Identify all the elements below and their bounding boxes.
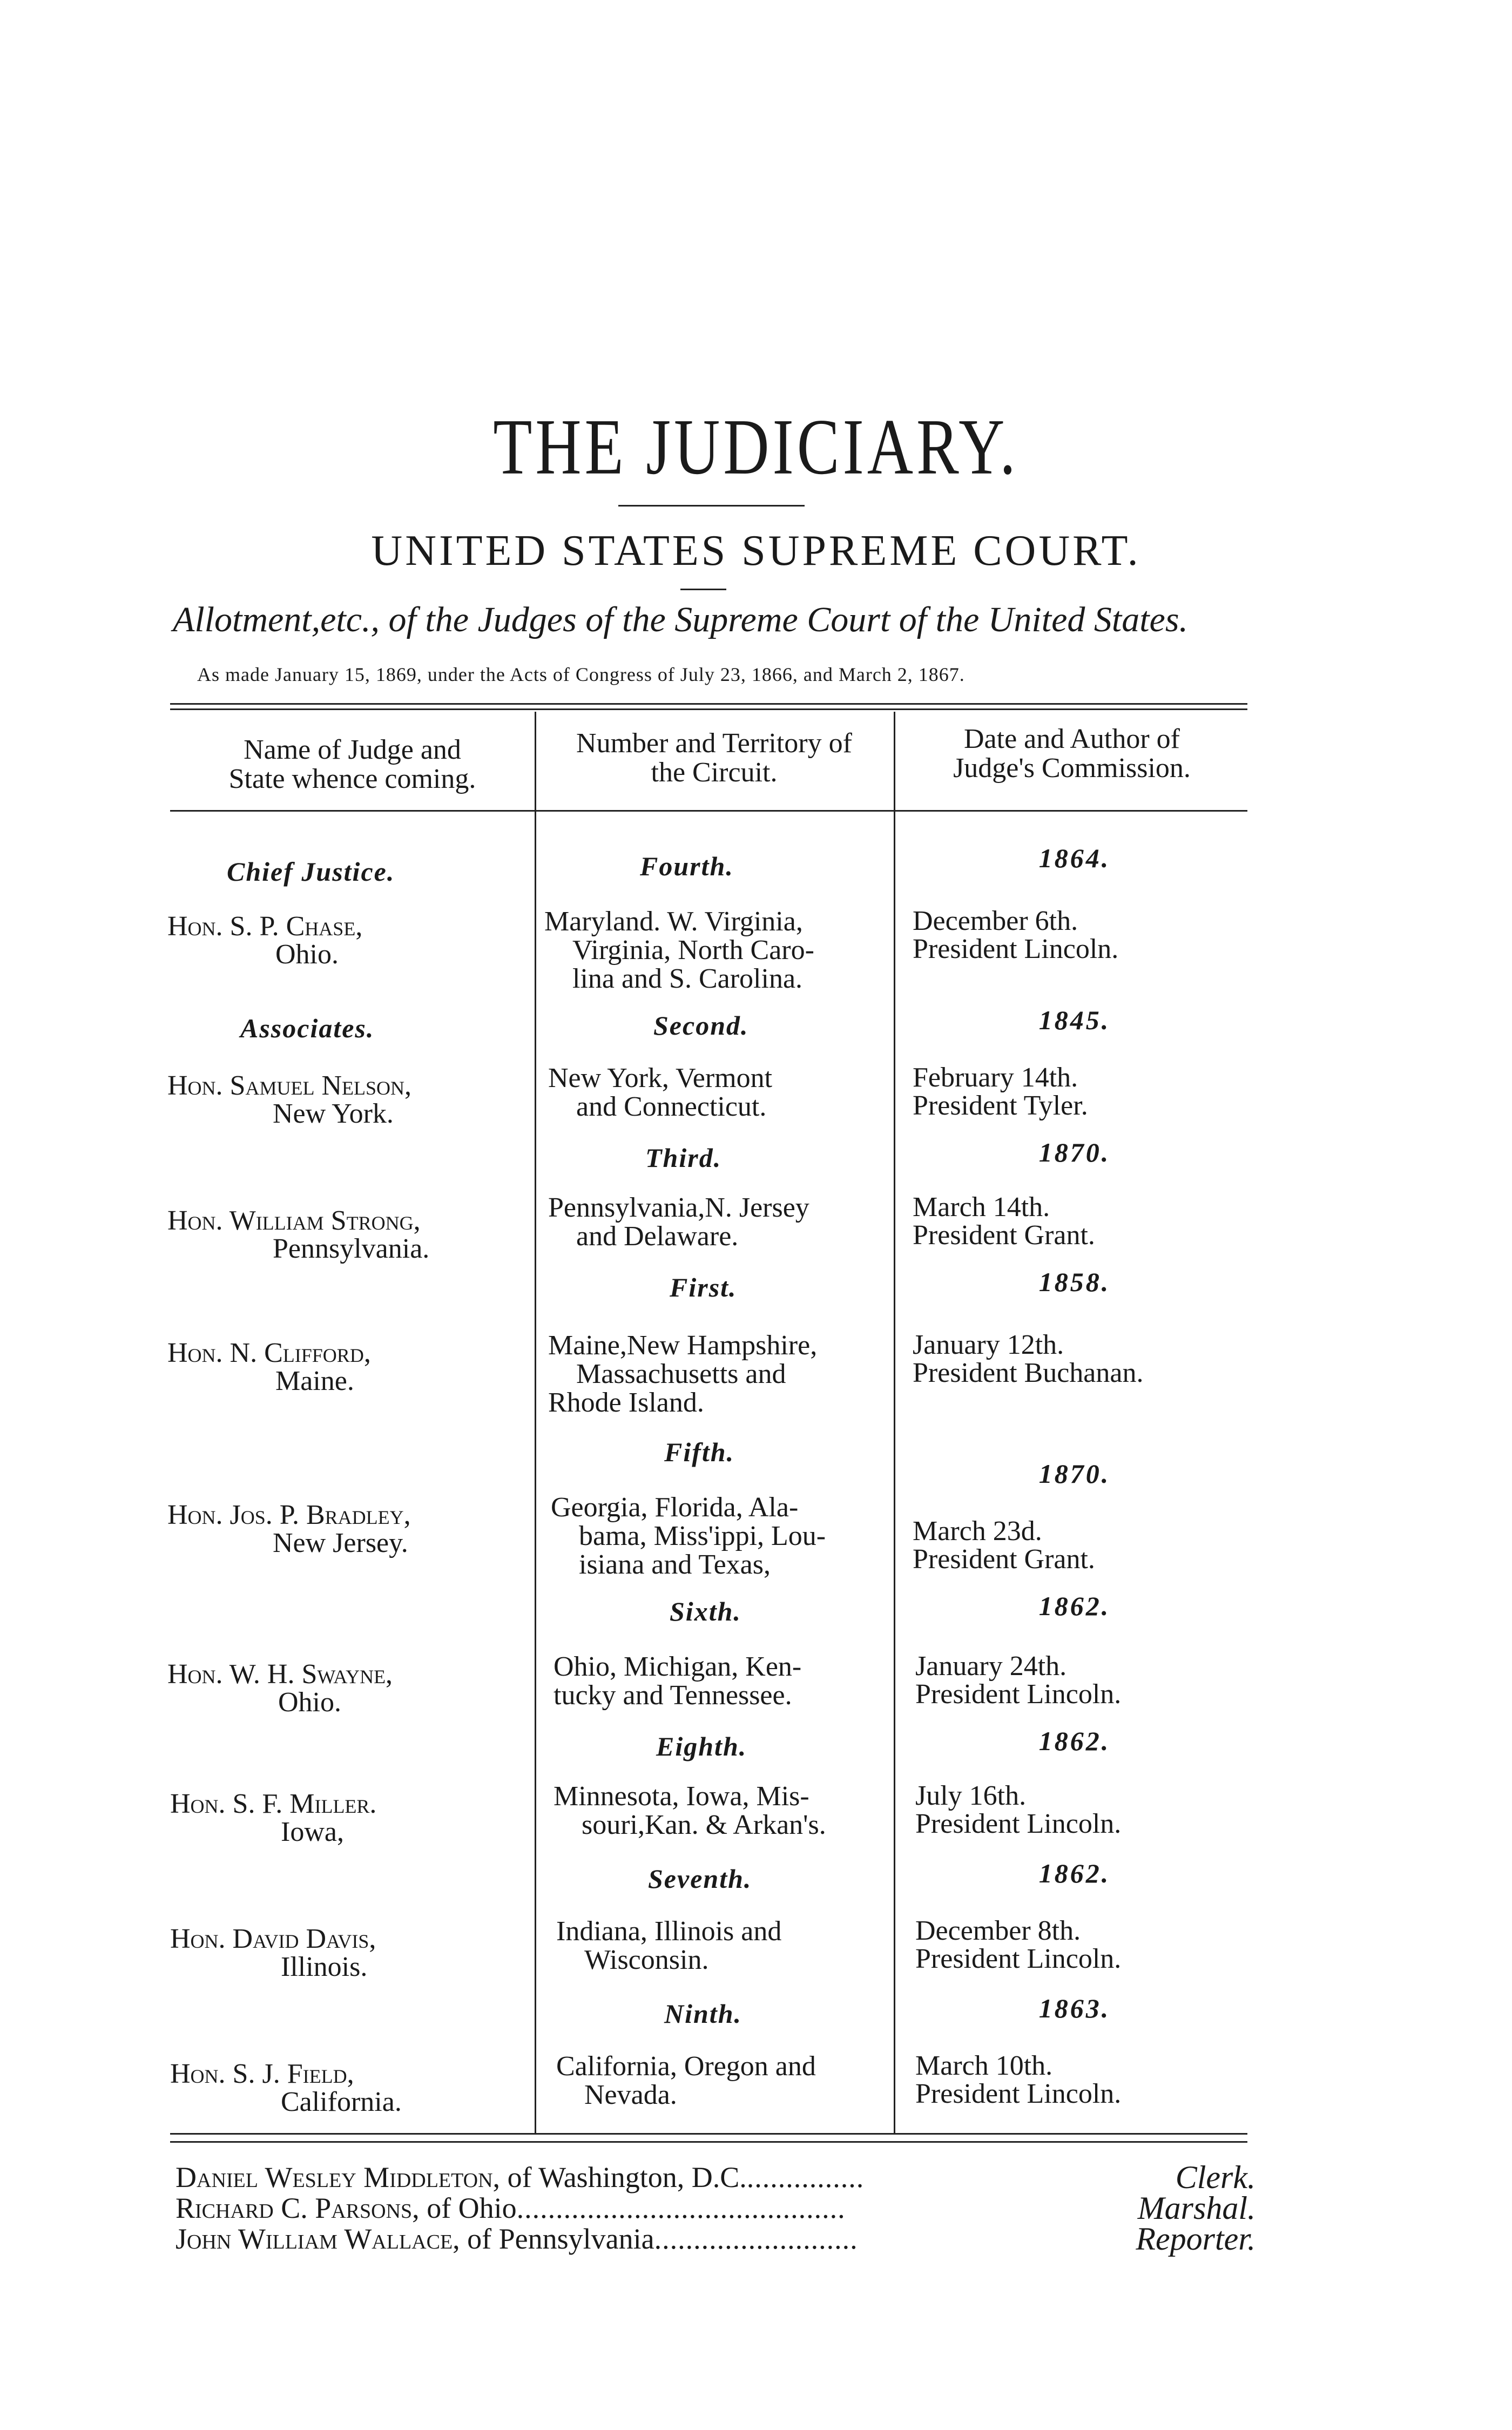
circuit-territory: California, Oregon and Nevada.	[556, 2051, 816, 2110]
circuit-territory: New York, Vermont and Connecticut.	[548, 1063, 773, 1122]
circuit-number: Fifth.	[664, 1437, 735, 1467]
circuit-number: Ninth.	[664, 1999, 742, 2029]
commission-year: 1845.	[1038, 1005, 1111, 1035]
judge-name: Hon. David Davis, Illinois.	[170, 1923, 376, 1982]
circuit-number: First.	[670, 1272, 737, 1302]
judge-name: Hon. S. F. Miller. Iowa,	[170, 1788, 377, 1847]
header-name-judge: Name of Judge and State whence coming.	[228, 734, 476, 794]
column-divider-1	[535, 712, 536, 2135]
commission-year: 1864.	[1038, 843, 1111, 873]
court-subtitle: UNITED STATES SUPREME COURT.	[371, 527, 1141, 575]
title-rule	[618, 505, 805, 507]
circuit-number: Sixth.	[670, 1596, 741, 1626]
circuit-territory: Maine,New Hampshire, Massachusetts and Rhode Island.	[548, 1330, 818, 1418]
commission-detail: July 16th. President Lincoln.	[915, 1780, 1122, 1839]
judge-name: Hon. S. P. Chase, Ohio.	[167, 911, 363, 970]
commission-detail: March 23d. President Grant.	[913, 1516, 1095, 1575]
table-bottom-rule	[170, 2133, 1247, 2135]
judge-name: Hon. S. J. Field, California.	[170, 2058, 402, 2117]
page-title: THE JUDICIARY.	[493, 402, 1019, 491]
judge-name: Hon. N. Clifford, Maine.	[167, 1338, 371, 1396]
table-top-rule-2	[170, 708, 1247, 710]
commission-detail: March 10th. President Lincoln.	[915, 2050, 1122, 2109]
table-top-rule	[170, 703, 1247, 705]
commission-year: 1862.	[1038, 1591, 1111, 1621]
commission-year: 1870.	[1038, 1137, 1111, 1167]
commission-detail: January 12th. President Buchanan.	[913, 1329, 1144, 1388]
commission-detail: March 14th. President Grant.	[913, 1192, 1095, 1251]
circuit-territory: Minnesota, Iowa, Mis- souri,Kan. & Arkan's.	[554, 1781, 826, 1840]
chief-justice-label: Chief Justice.	[227, 856, 395, 887]
circuit-number: Fourth.	[640, 851, 734, 881]
commission-detail: January 24th. President Lincoln.	[915, 1651, 1122, 1710]
commission-year: 1858.	[1038, 1267, 1111, 1297]
commission-detail: December 8th. President Lincoln.	[915, 1915, 1122, 1974]
judge-name: Hon. William Strong, Pennsylvania.	[167, 1205, 430, 1264]
judge-name: Hon. W. H. Swayne, Ohio.	[167, 1659, 393, 1718]
circuit-number: Third.	[645, 1143, 722, 1173]
table-bottom-rule-2	[170, 2141, 1247, 2143]
circuit-number: Eighth.	[656, 1731, 747, 1761]
circuit-territory: Georgia, Florida, Ala- bama, Miss'ippi, Lou- isiana and Texas,	[551, 1492, 826, 1580]
commission-year: 1862.	[1038, 1858, 1111, 1888]
commission-year: 1863.	[1038, 1993, 1111, 2023]
header-bottom-rule	[170, 810, 1247, 812]
allotment-line: Allotment,etc., of the Judges of the Supreme Court of the United States.	[173, 600, 1189, 639]
circuit-territory: Indiana, Illinois and Wisconsin.	[556, 1916, 782, 1975]
circuit-territory: Pennsylvania,N. Jersey and Delaware.	[548, 1192, 809, 1252]
header-circuit: Number and Territory of the Circuit.	[576, 728, 852, 788]
commission-detail: February 14th. President Tyler.	[913, 1062, 1088, 1121]
circuit-territory: Ohio, Michigan, Ken- tucky and Tennessee.	[554, 1651, 802, 1711]
associates-label: Associates.	[240, 1013, 375, 1043]
judge-name: Hon. Samuel Nelson, New York.	[167, 1070, 412, 1129]
judge-name: Hon. Jos. P. Bradley, New Jersey.	[167, 1500, 411, 1558]
circuit-number: Second.	[653, 1010, 749, 1041]
officer-clerk: Daniel Wesley Middleton, of Washington, D.C................ Clerk.	[176, 2159, 1256, 2195]
header-commission: Date and Author of Judge's Commission.	[953, 724, 1191, 784]
column-divider-2	[894, 712, 895, 2135]
commission-year: 1870.	[1038, 1459, 1111, 1489]
as-made-line: As made January 15, 1869, under the Acts of Congress of July 23, 1866, and March 2, 1867.	[197, 664, 965, 685]
circuit-number: Seventh.	[648, 1864, 752, 1894]
circuit-territory: Maryland. W. Virginia, Virginia, North Caro- lina and S. Carolina.	[544, 906, 814, 994]
commission-year: 1862.	[1038, 1726, 1111, 1756]
subtitle-rule	[680, 589, 726, 590]
officer-reporter: John William Wallace, of Pennsylvania.......................... Reporter.	[176, 2221, 1256, 2257]
commission-detail: December 6th. President Lincoln.	[913, 906, 1119, 964]
officer-marshal: Richard C. Parsons, of Ohio.......................................... Marshal.	[176, 2190, 1256, 2226]
